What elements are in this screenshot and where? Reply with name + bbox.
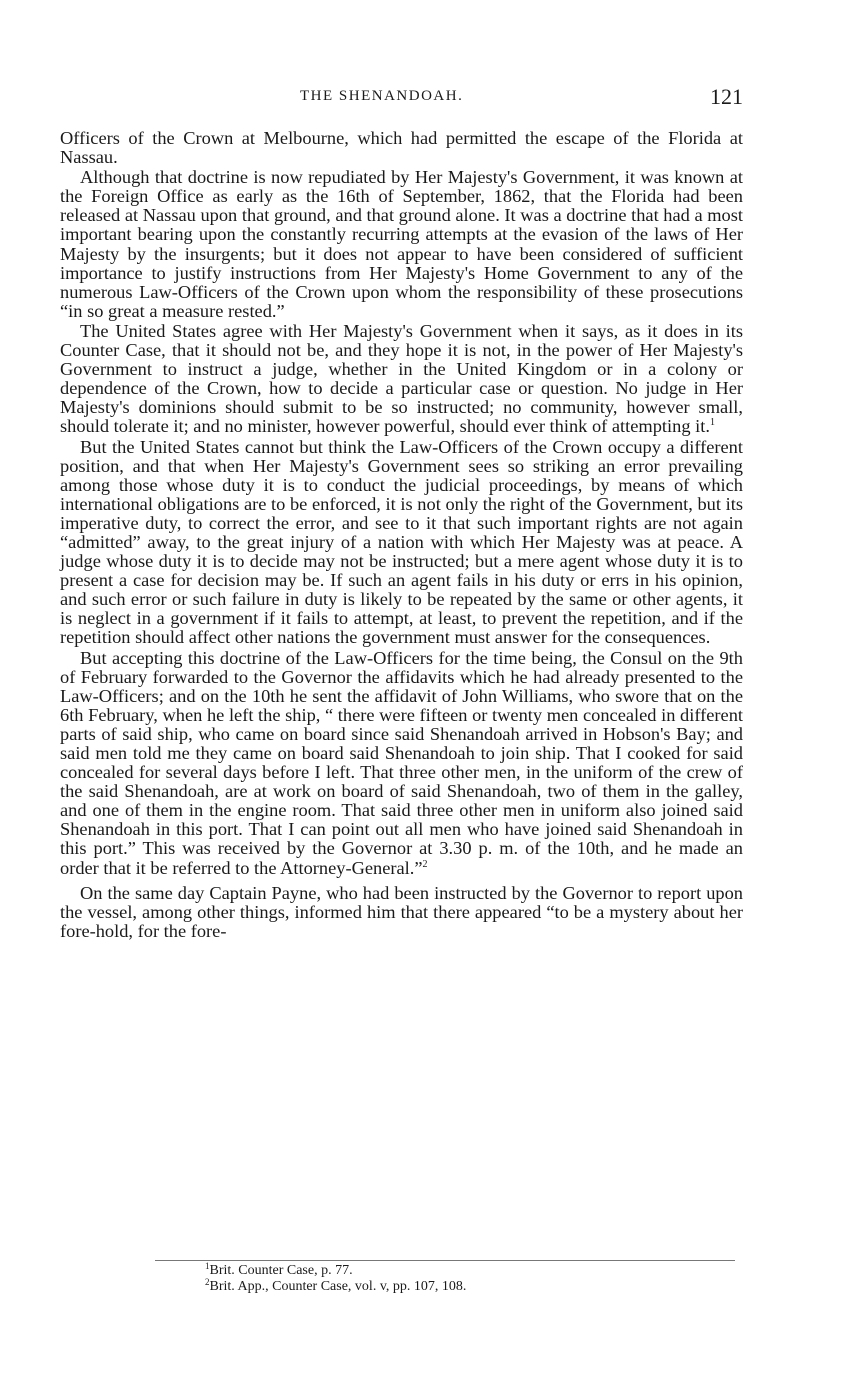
paragraph [60, 649, 743, 878]
footnote-mark: 2 [205, 1277, 210, 1287]
footnote-text: Brit. Counter Case, p. 77. [209, 1263, 353, 1278]
footnote-reference: 2 [422, 858, 428, 870]
footnote-divider [155, 1260, 735, 1261]
paragraph-text: But accepting this doctrine of the Law-Officers for the time being, the Consul on the 9th of February forwarded to the Governor the affidavits which he had already presented to the Law-Officers; and on the 10th he sent the affidavit of John Williams, who swore that on the 6th February, when he left the ship, “ there were fifteen or twenty men concealed in different parts of said ship, who came on board since said Shenandoah arrived in Hobson's Bay; and said men told me they came on board said Shenandoah to join ship. That I cooked for said concealed for several days before I left. That three other men, in the uniform of the crew of the said Shenandoah, are at work on board of said Shenandoah, two of them in the galley, and one of them in the engine room. That said three other men in uniform also joined said Shenandoah in this port. That I can point out all men who have joined said Shenandoah in this port.” This was received by the Governor at 3.30 p. m. of the 10th, and he made an order that it be referred to the Attorney-General.” [60, 647, 743, 878]
paragraph-text: But the United States cannot but think the Law-Officers of the Crown occupy a different position, and that when Her Majesty's Government sees so striking an error prevailing among those whose duty it is to conduct the judicial proceedings, by means of which international obligations are to be enforced, it is not only the right of the Government, but its imperative duty, to correct the error, and see to it that such important rights are not again “admitted” away, to the great injury of a nation with which Her Majesty was at peace. A judge whose duty it is to decide may not be instructed; but a mere agent whose duty it is to present a case for decision may be. If such an agent fails in his duty or errs in his opinion, and such error or such failure in duty is likely to be repeated by the same or other agents, it is neglect in a government if it fails to attempt, at least, to prevent the repetition, and if the repetition should affect other nations the government must answer for the consequences. [60, 436, 743, 648]
footnote-text: Brit. App., Counter Case, vol. v, pp. 107, 108. [209, 1279, 467, 1294]
paragraph [60, 884, 743, 941]
paragraph [60, 322, 743, 437]
paragraph-text: On the same day Captain Payne, who had been instructed by the Governor to report upon the vessel, among other things, informed him that there appeared “to be a mystery about her fore-hold, for the fore- [60, 882, 743, 941]
paragraph-text: Officers of the Crown at Melbourne, which had permitted the escape of the Florida at Nassau. [60, 128, 743, 168]
footnotes [205, 1263, 685, 1295]
paragraph [60, 168, 743, 321]
page-number: 121 [710, 84, 743, 109]
running-title: THE SHENANDOAH. [300, 88, 464, 104]
paragraph [60, 129, 743, 167]
footnote-mark: 1 [205, 1261, 210, 1271]
body-text [60, 129, 743, 942]
footnote-reference: 1 [709, 417, 715, 429]
page-header [60, 84, 743, 114]
paragraph-text: Although that doctrine is now repudiated by Her Majesty's Government, it was known at the Foreign Office as early as the 16th of September, 1862, that the Florida had been released at Nassau upon that ground, and that ground alone. It was a doctrine that had a most important bearing upon the constantly recurring attempts at the evasion of the laws of Her Majesty by the insurgents; but it does not appear to have been considered of sufficient importance to justify instructions from Her Majesty's Home Government to any of the numerous Law-Officers of the Crown upon whom the responsibility of these prosecutions “in so great a measure rested.” [60, 167, 743, 321]
paragraph-text: The United States agree with Her Majesty's Government when it says, as it does in its Counter Case, that it should not be, and they hope it is not, in the power of Her Majesty's Government to instruct a judge, whether in the United Kingdom or in a colony or dependence of the Crown, how to decide a particular case or question. No judge in Her Majesty's dominions should submit to be so instructed; no community, however small, should tolerate it; and no minister, however powerful, should ever think of attempting it. [60, 320, 743, 437]
paragraph [60, 438, 743, 648]
footnote [205, 1279, 685, 1295]
footnote [205, 1263, 685, 1279]
